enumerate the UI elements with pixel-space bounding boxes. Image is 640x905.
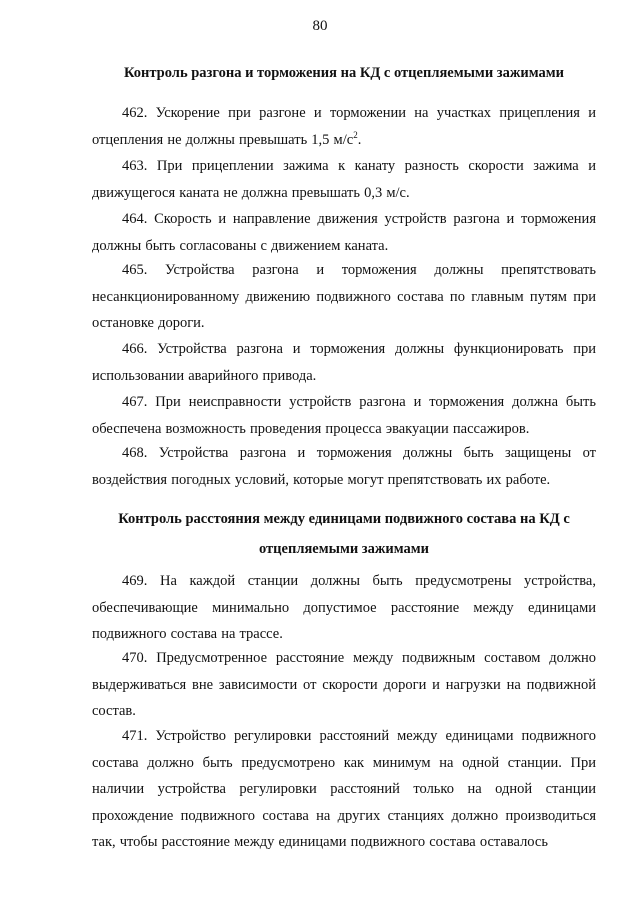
paragraph-471: 471. Устройство регулировки расстояний между единицами подвижного состава должно быть предусмотрено как минимум на одной станции. При наличии устройства регулировки расстояний только на одной станции прохождение подвижного состава на других станциях должно производиться так, чтобы расстояние между единицами подвижного состава оставалось bbox=[92, 728, 596, 850]
paragraph-470: 470. Предусмотренное расстояние между подвижным составом должно выдерживаться вне зависимости от скорости дороги и нагрузки на подвижной состав. bbox=[92, 650, 596, 719]
paragraph-464: 464. Скорость и направление движения устройств разгона и торможения должны быть согласованы с движением каната. bbox=[92, 211, 596, 254]
paragraph-462-text: 462. Ускорение при разгоне и торможении на участках прицепления и отцепления не должны превышать 1,5 м/с bbox=[92, 105, 596, 148]
paragraph-468: 468. Устройства разгона и торможения должны быть защищены от воздействия погодных условий, которые могут препятствовать их работе. bbox=[92, 445, 596, 488]
paragraph-462-end: . bbox=[357, 131, 362, 148]
paragraph-467: 467. При неисправности устройств разгона и торможения должна быть обеспечена возможность проведения процесса эвакуации пассажиров. bbox=[92, 394, 596, 437]
paragraph-465: 465. Устройства разгона и торможения должны препятствовать несанкционированному движению подвижного состава по главным путям при остановке дороги. bbox=[92, 262, 596, 331]
section-heading-acceleration: Контроль разгона и торможения на КД с отцепляемыми зажимами bbox=[123, 65, 564, 81]
paragraph-462-superscript: 2 bbox=[353, 129, 358, 140]
paragraph-463: 463. При прицеплении зажима к канату разность скорости зажима и движущегося каната не должна превышать 0,3 м/с. bbox=[92, 158, 596, 201]
page-number: 80 bbox=[312, 18, 328, 34]
section-heading-distance: Контроль расстояния между единицами подвижного состава на КД с отцепляемыми зажимами bbox=[118, 511, 570, 557]
paragraph-466: 466. Устройства разгона и торможения должны функционировать при использовании аварийного привода. bbox=[92, 341, 596, 384]
paragraph-469: 469. На каждой станции должны быть предусмотрены устройства, обеспечивающие минимально допустимое расстояние между единицами подвижного состава на трассе. bbox=[92, 573, 596, 642]
paragraph-462 bbox=[92, 100, 596, 153]
